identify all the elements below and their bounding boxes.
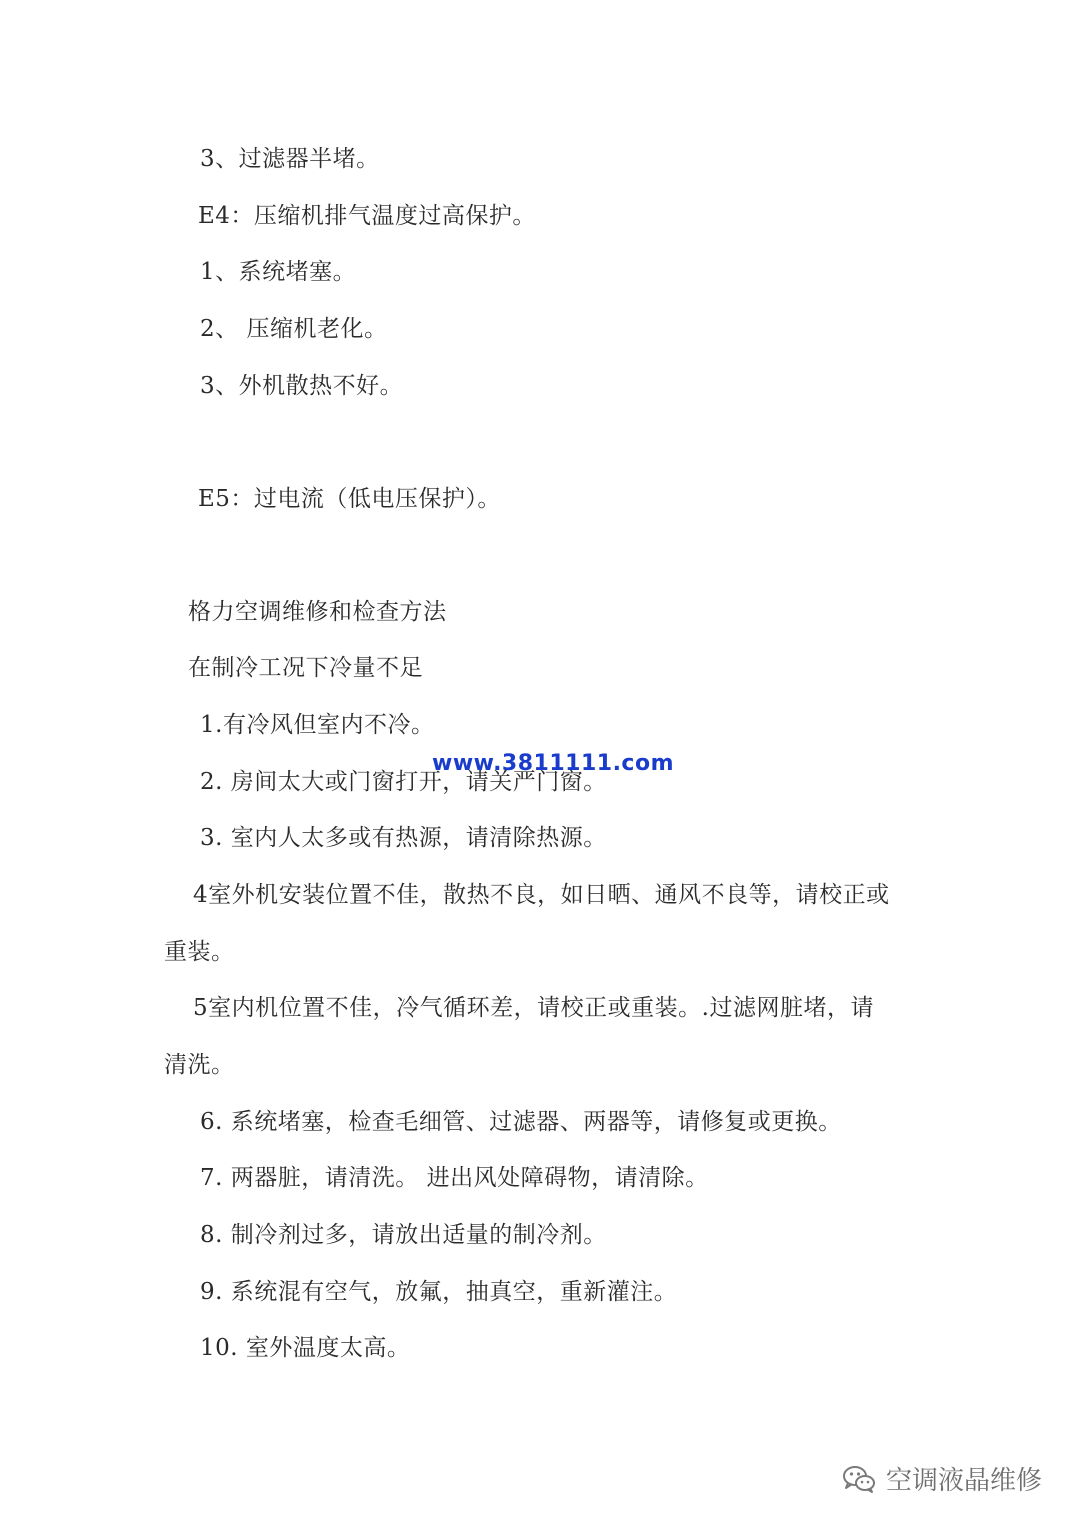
- text-line: 3. 室内人太多或有热源，请清除热源。: [200, 825, 607, 851]
- text-line: 重装。: [164, 939, 235, 965]
- text-line: 10. 室外温度太高。: [200, 1335, 411, 1361]
- text-line: 3、外机散热不好。: [200, 373, 404, 399]
- text-line: 8. 制冷剂过多，请放出适量的制冷剂。: [200, 1222, 607, 1248]
- text-line: E4：压缩机排气温度过高保护。: [198, 203, 536, 229]
- text-line: 3、过滤器半堵。: [200, 146, 380, 172]
- text-line: 1、系统堵塞。: [200, 259, 357, 285]
- text-line: 2、 压缩机老化。: [200, 316, 388, 342]
- text-line: 5室内机位置不佳，冷气循环差，请校正或重装。.过滤网脏堵，请: [193, 995, 874, 1021]
- text-line: 7. 两器脏，请清洗。 进出风处障碍物，请清除。: [200, 1165, 709, 1191]
- text-line: E5：过电流（低电压保护）。: [198, 486, 501, 512]
- text-line: 2. 房间太大或门窗打开，请关严门窗。: [200, 769, 607, 795]
- text-line: 4室外机安装位置不佳，散热不良，如日晒、通风不良等，请校正或: [193, 882, 890, 908]
- text-line: 6. 系统堵塞，检查毛细管、过滤器、两器等，请修复或更换。: [200, 1109, 842, 1135]
- text-line: 9. 系统混有空气，放氟，抽真空，重新灌注。: [200, 1279, 678, 1305]
- account-name: 空调液晶维修: [886, 1466, 1043, 1496]
- wechat-icon: [842, 1464, 876, 1494]
- footer-watermark: [842, 1460, 1042, 1497]
- text-line: 在制冷工况下冷量不足: [188, 655, 423, 681]
- text-line: 1.有冷风但室内不冷。: [200, 712, 435, 738]
- text-line: 清洗。: [164, 1052, 235, 1078]
- watermark-url: www.3811111.com: [432, 751, 675, 776]
- section-heading: 格力空调维修和检查方法: [188, 599, 447, 625]
